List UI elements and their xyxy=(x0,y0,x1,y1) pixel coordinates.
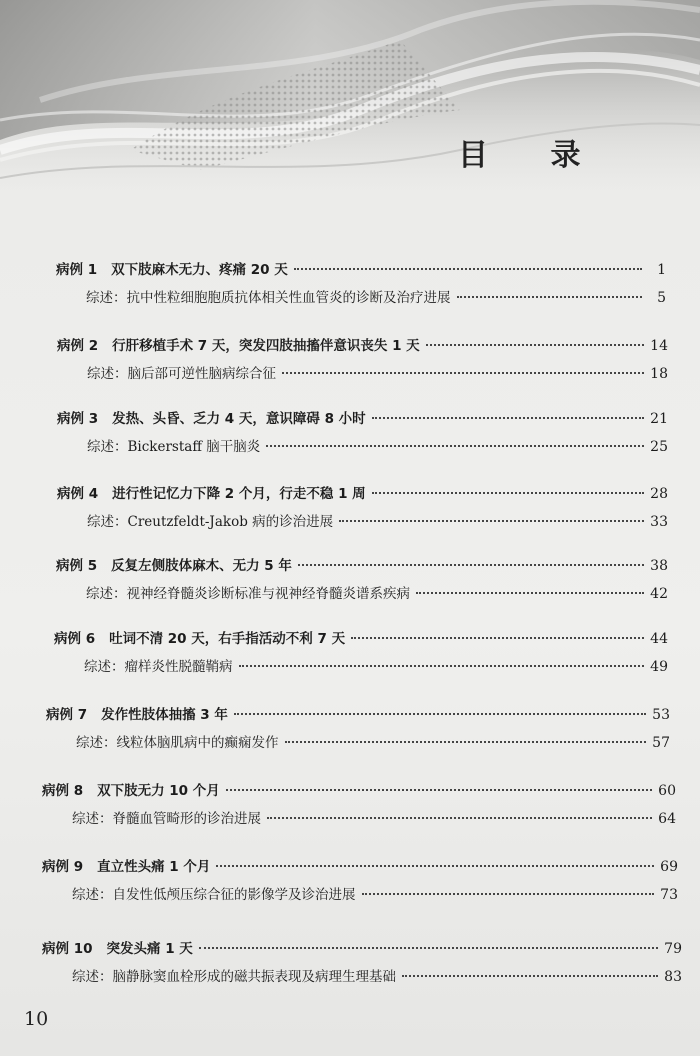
toc-review-row[interactable] xyxy=(72,807,676,827)
toc-case-row[interactable] xyxy=(42,937,682,957)
page-title: 目 录 xyxy=(458,138,607,173)
case-title: 进行性记忆力下降 2 个月，行走不稳 1 周 xyxy=(112,486,366,502)
review-label: 综述： xyxy=(87,514,128,530)
leader-dots xyxy=(234,712,646,715)
leader-dots xyxy=(416,591,644,594)
leader-dots xyxy=(362,892,655,895)
case-title: 突发头痛 1 天 xyxy=(106,941,193,957)
review-page: 73 xyxy=(660,887,678,903)
toc-review-row[interactable] xyxy=(87,435,668,455)
toc-review-row[interactable] xyxy=(86,582,668,602)
case-label: 病例 2 xyxy=(57,338,99,354)
case-label: 病例 10 xyxy=(42,941,93,957)
case-page: 53 xyxy=(652,707,670,723)
review-title: Creutzfeldt-Jakob 病的诊治进展 xyxy=(127,514,334,530)
review-title: 脊髓血管畸形的诊治进展 xyxy=(112,811,261,827)
leader-dots xyxy=(216,864,654,867)
toc-review-row[interactable] xyxy=(72,883,678,903)
review-page: 57 xyxy=(652,735,670,751)
toc-case-row[interactable] xyxy=(57,482,668,502)
toc-case-row[interactable] xyxy=(56,554,668,574)
leader-dots xyxy=(372,491,644,494)
review-label: 综述： xyxy=(84,659,125,675)
review-title: 脑后部可逆性脑病综合征 xyxy=(127,366,276,382)
case-page: 1 xyxy=(657,262,666,278)
review-page: 83 xyxy=(664,969,682,985)
review-label: 综述： xyxy=(72,887,113,903)
case-page: 79 xyxy=(664,941,682,957)
review-page: 33 xyxy=(650,514,668,530)
leader-dots xyxy=(298,563,644,566)
case-page: 14 xyxy=(650,338,668,354)
review-title: 脑静脉窦血栓形成的磁共振表现及病理生理基础 xyxy=(112,969,396,985)
case-label: 病例 5 xyxy=(56,558,98,574)
case-title: 吐词不清 20 天，右手指活动不利 7 天 xyxy=(109,631,346,647)
toc-review-row[interactable] xyxy=(87,362,668,382)
toc-review-row[interactable] xyxy=(86,286,666,306)
review-label: 综述： xyxy=(72,811,113,827)
review-label: 综述： xyxy=(87,439,128,455)
review-page: 25 xyxy=(650,439,668,455)
case-label: 病例 7 xyxy=(46,707,88,723)
case-page: 28 xyxy=(650,486,668,502)
toc-case-row[interactable] xyxy=(46,703,670,723)
toc-case-row[interactable] xyxy=(57,407,668,427)
review-label: 综述： xyxy=(76,735,117,751)
leader-dots xyxy=(294,267,642,270)
leader-dots xyxy=(267,816,652,819)
review-label: 综述： xyxy=(87,366,128,382)
leader-dots xyxy=(282,371,644,374)
review-page: 42 xyxy=(650,586,668,602)
leader-dots xyxy=(199,946,658,949)
leader-dots xyxy=(402,974,658,977)
case-page: 69 xyxy=(660,859,678,875)
toc-case-row[interactable] xyxy=(54,627,668,647)
toc-case-row[interactable] xyxy=(42,779,676,799)
review-page: 64 xyxy=(658,811,676,827)
review-label: 综述： xyxy=(86,586,127,602)
leader-dots xyxy=(266,444,644,447)
page-number: 10 xyxy=(24,1008,49,1030)
leader-dots xyxy=(339,519,644,522)
case-label: 病例 8 xyxy=(42,783,84,799)
leader-dots xyxy=(372,416,644,419)
case-label: 病例 9 xyxy=(42,859,84,875)
leader-dots xyxy=(351,636,644,639)
toc-review-row[interactable] xyxy=(76,731,670,751)
toc-review-row[interactable] xyxy=(84,655,668,675)
toc-review-row[interactable] xyxy=(87,510,668,530)
review-title: 自发性低颅压综合征的影像学及诊治进展 xyxy=(112,887,356,903)
toc-case-row[interactable] xyxy=(56,258,666,278)
case-title: 双下肢麻木无力、疼痛 20 天 xyxy=(111,262,288,278)
case-title: 行肝移植手术 7 天，突发四肢抽搐伴意识丧失 1 天 xyxy=(112,338,420,354)
toc-review-row[interactable] xyxy=(72,965,682,985)
case-page: 60 xyxy=(658,783,676,799)
case-title: 直立性头痛 1 个月 xyxy=(97,859,211,875)
review-page: 49 xyxy=(650,659,668,675)
leader-dots xyxy=(226,788,652,791)
review-label: 综述： xyxy=(86,290,127,306)
toc-case-row[interactable] xyxy=(57,334,668,354)
review-page: 5 xyxy=(657,290,666,306)
case-title: 反复左侧肢体麻木、无力 5 年 xyxy=(111,558,292,574)
review-title: 抗中性粒细胞胞质抗体相关性血管炎的诊断及治疗进展 xyxy=(126,290,451,306)
case-title: 发热、头昏、乏力 4 天，意识障碍 8 小时 xyxy=(112,411,366,427)
case-page: 21 xyxy=(650,411,668,427)
case-label: 病例 6 xyxy=(54,631,96,647)
case-label: 病例 3 xyxy=(57,411,99,427)
review-title: 瘤样炎性脱髓鞘病 xyxy=(124,659,233,675)
toc-case-row[interactable] xyxy=(42,855,678,875)
review-title: 视神经脊髓炎诊断标准与视神经脊髓炎谱系疾病 xyxy=(126,586,410,602)
case-title: 双下肢无力 10 个月 xyxy=(97,783,220,799)
review-title: Bickerstaff 脑干脑炎 xyxy=(127,439,261,455)
leader-dots xyxy=(457,295,643,298)
leader-dots xyxy=(426,343,644,346)
review-title: 线粒体脑肌病中的癫痫发作 xyxy=(116,735,279,751)
case-label: 病例 4 xyxy=(57,486,99,502)
case-label: 病例 1 xyxy=(56,262,98,278)
review-page: 18 xyxy=(650,366,668,382)
review-label: 综述： xyxy=(72,969,113,985)
case-page: 38 xyxy=(650,558,668,574)
leader-dots xyxy=(239,664,645,667)
case-title: 发作性肢体抽搐 3 年 xyxy=(101,707,228,723)
case-page: 44 xyxy=(650,631,668,647)
leader-dots xyxy=(285,740,647,743)
